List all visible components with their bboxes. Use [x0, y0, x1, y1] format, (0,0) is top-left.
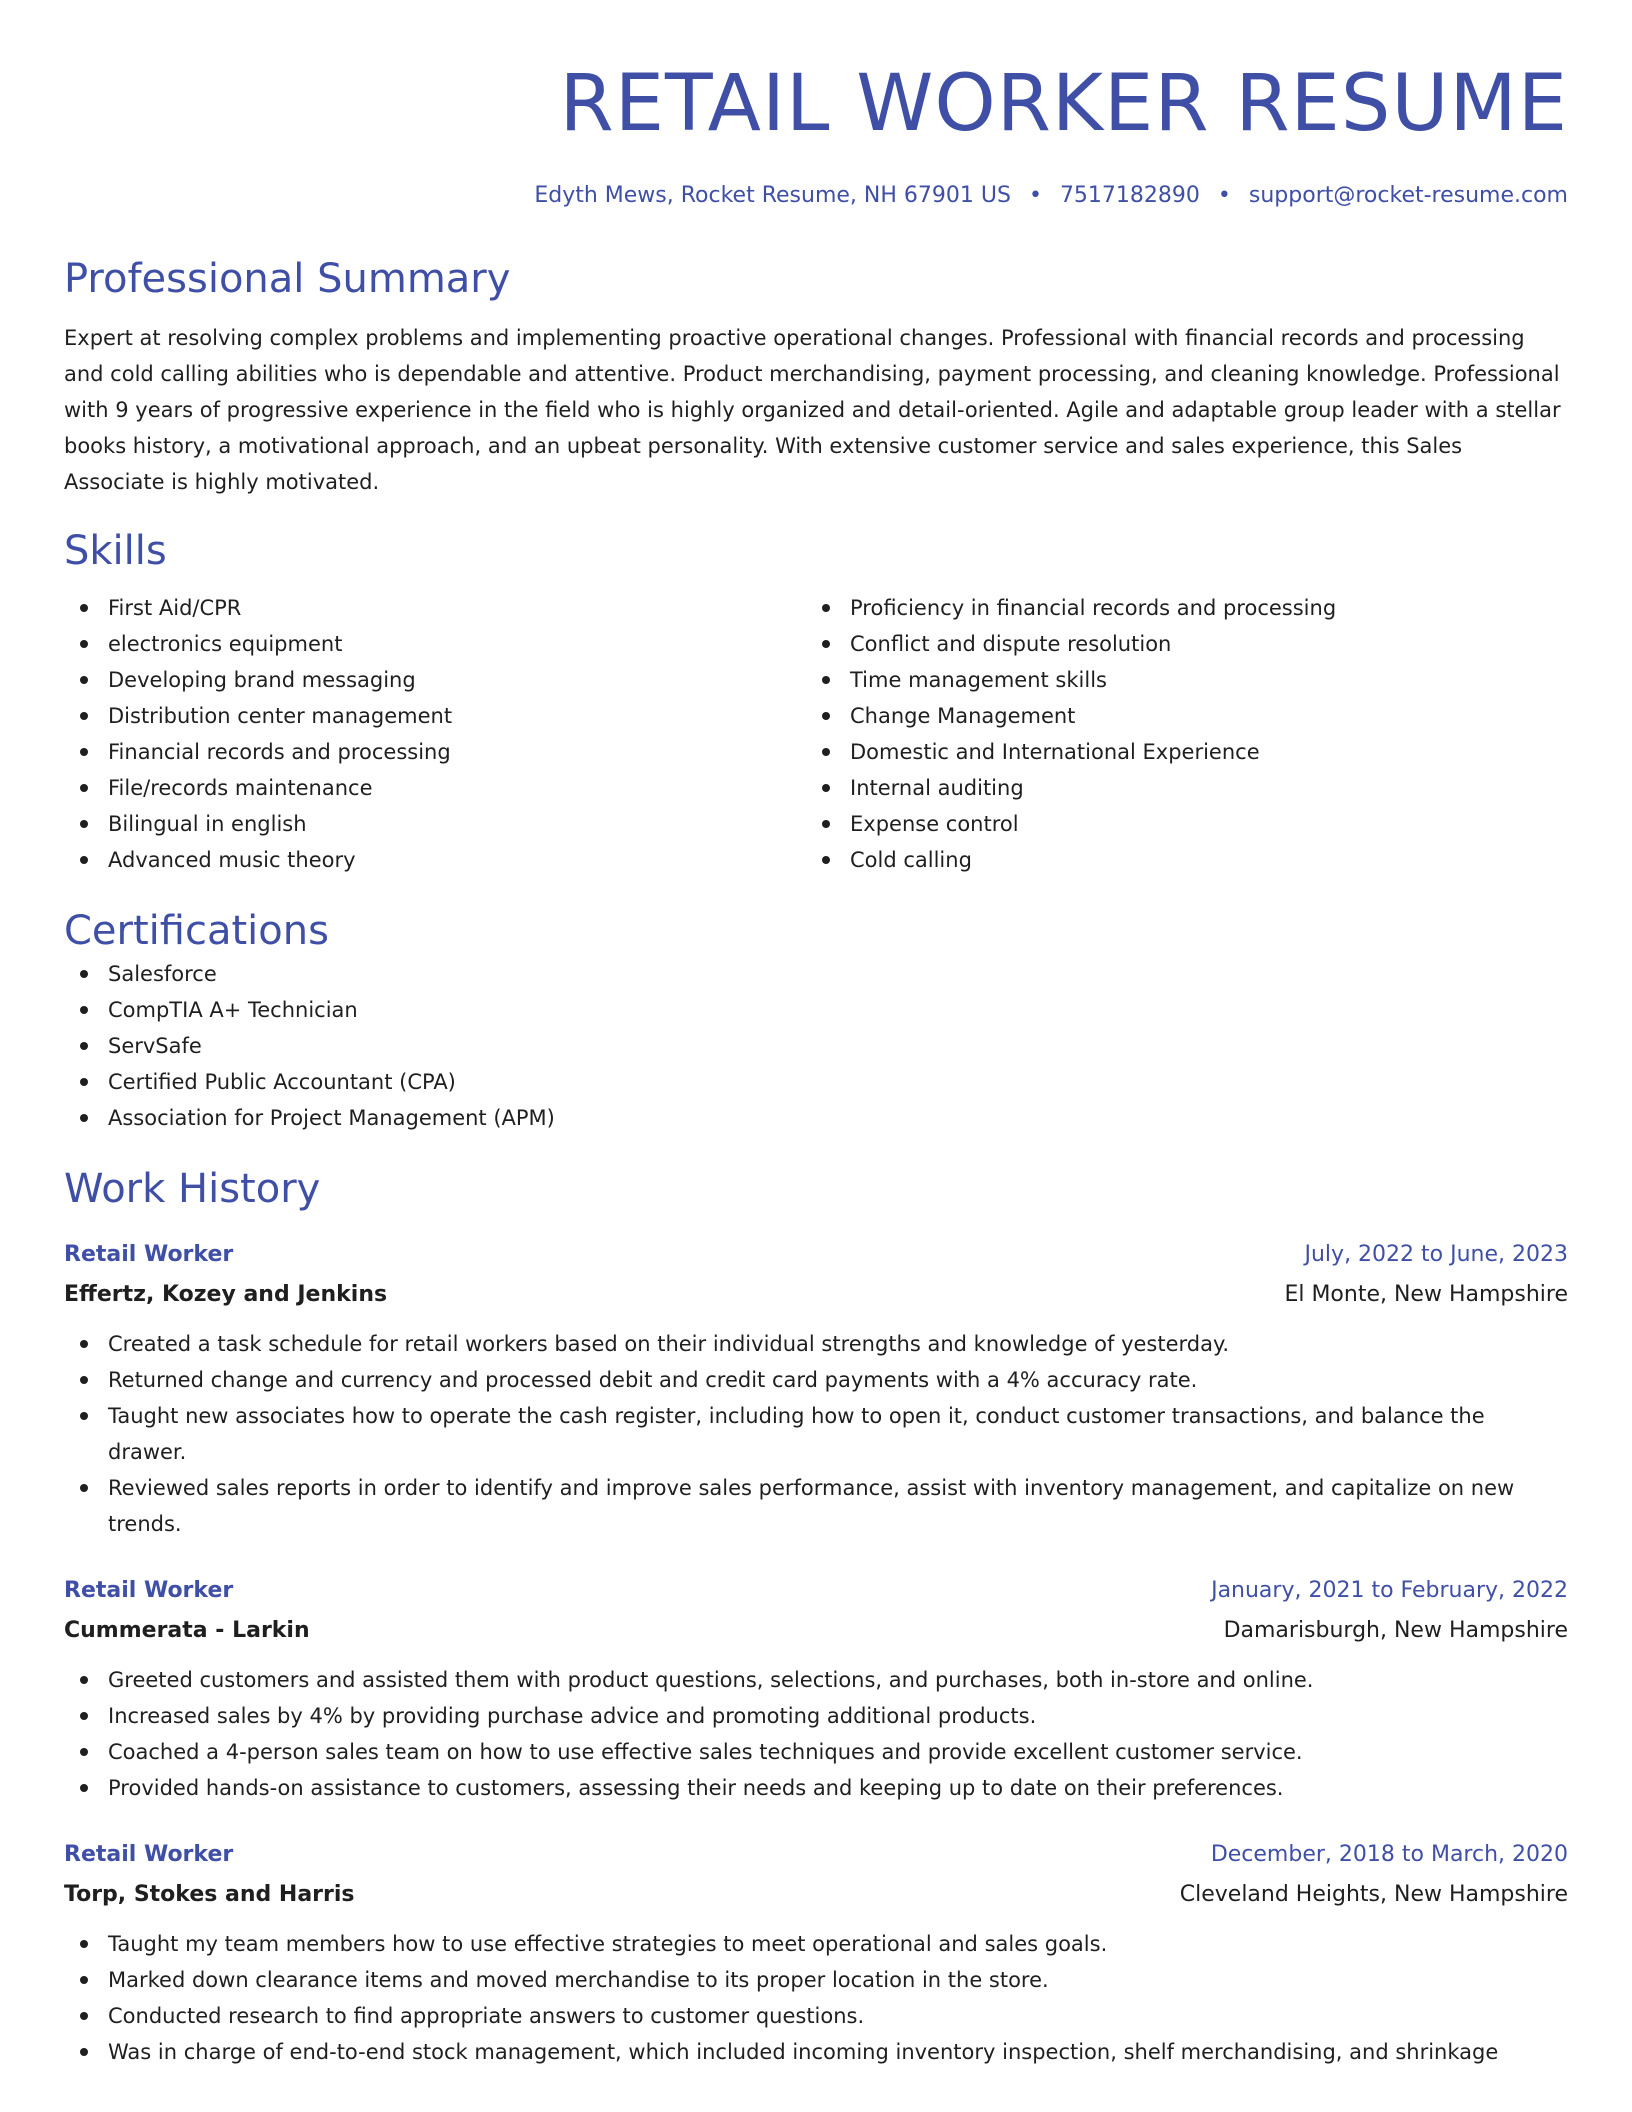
contact-line	[64, 180, 1568, 212]
contact-email: support@rocket-resume.com	[1248, 183, 1568, 208]
skill-item: Distribution center management	[64, 698, 806, 734]
job-company: Effertz, Kozey and Jenkins	[64, 1282, 388, 1307]
job-duties	[64, 1926, 1568, 2070]
skill-item: First Aid/CPR	[64, 590, 806, 626]
skill-item: Time management skills	[806, 662, 1548, 698]
job-employer-row	[64, 1874, 1568, 1916]
job-duty: Marked down clearance items and moved merchandise to its proper location in the store.	[64, 1962, 1568, 1998]
job-duty: Reviewed sales reports in order to identify and improve sales performance, assist with inventory management, and capitalize on new trends.	[64, 1470, 1568, 1542]
skill-item: Domestic and International Experience	[806, 734, 1548, 770]
certifications-heading: Certifications	[64, 908, 329, 954]
job-duty: Was in charge of end-to-end stock management, which included incoming inventory inspection, shelf merchandising, and shrinkage	[64, 2034, 1568, 2070]
summary-text: Expert at resolving complex problems and implementing proactive operational changes. Professional with financial records and processing and cold calling abilities who is dependable and attentive. Product merchandising, payment processing, and cleaning knowledge. Professional with 9 years of progressive experience in the field who is highly organized and detail-oriented. Agile and adaptable group leader with a stellar books history, a motivational approach, and an upbeat personality. With extensive customer service and sales experience, this Sales Associate is highly motivated.	[64, 326, 1561, 494]
skill-item: Conflict and dispute resolution	[806, 626, 1548, 662]
skills-column-left	[64, 590, 806, 878]
certification-item: Association for Project Management (APM)	[64, 1100, 1568, 1136]
skill-item: Financial records and processing	[64, 734, 806, 770]
job-duties	[64, 1326, 1568, 1542]
job-header-row	[64, 1572, 1568, 1610]
contact-separator: •	[1028, 183, 1042, 208]
certification-item: CompTIA A+ Technician	[64, 992, 1568, 1028]
job-duty: Returned change and currency and processed debit and credit card payments with a 4% accuracy rate.	[64, 1362, 1568, 1398]
job-dates: December, 2018 to March, 2020	[1210, 1842, 1568, 1867]
job-duties	[64, 1662, 1568, 1806]
work-history-heading: Work History	[64, 1166, 321, 1212]
skill-item: Change Management	[806, 698, 1548, 734]
resume-title: RETAIL WORKER RESUME	[559, 59, 1568, 149]
skill-item: Bilingual in english	[64, 806, 806, 842]
job-role: Retail Worker	[64, 1578, 234, 1603]
job-location: Damarisburgh, New Hampshire	[1223, 1618, 1568, 1643]
skill-item: File/records maintenance	[64, 770, 806, 806]
contact-phone: 7517182890	[1059, 183, 1200, 208]
job-dates: July, 2022 to June, 2023	[1304, 1242, 1568, 1267]
skills-column-right	[806, 590, 1548, 878]
contact-address: Edyth Mews, Rocket Resume, NH 67901 US	[534, 183, 1011, 208]
certification-item: Salesforce	[64, 956, 1568, 992]
skill-item: Cold calling	[806, 842, 1548, 878]
job-company: Cummerata - Larkin	[64, 1618, 310, 1643]
job-duty: Taught new associates how to operate the cash register, including how to open it, conduct customer transactions, and balance the drawer.	[64, 1398, 1568, 1470]
job-header-row	[64, 1836, 1568, 1874]
job-duty: Greeted customers and assisted them with product questions, selections, and purchases, both in-store and online.	[64, 1662, 1568, 1698]
skill-item: Expense control	[806, 806, 1548, 842]
contact-separator: •	[1217, 183, 1231, 208]
job-duty: Provided hands-on assistance to customers, assessing their needs and keeping up to date on their preferences.	[64, 1770, 1568, 1806]
skill-item: Developing brand messaging	[64, 662, 806, 698]
summary-heading: Professional Summary	[64, 256, 511, 302]
job-employer-row	[64, 1610, 1568, 1652]
job-entry	[64, 1572, 1568, 1806]
job-header-row	[64, 1236, 1568, 1274]
job-duty: Created a task schedule for retail workers based on their individual strengths and knowledge of yesterday.	[64, 1326, 1568, 1362]
job-company: Torp, Stokes and Harris	[64, 1882, 355, 1907]
job-location: El Monte, New Hampshire	[1284, 1282, 1568, 1307]
skill-item: Proficiency in financial records and processing	[806, 590, 1548, 626]
job-dates: January, 2021 to February, 2022	[1211, 1578, 1568, 1603]
certifications-list	[64, 956, 1568, 1136]
certification-item: Certified Public Accountant (CPA)	[64, 1064, 1568, 1100]
skill-item: Advanced music theory	[64, 842, 806, 878]
certification-item: ServSafe	[64, 1028, 1568, 1064]
skill-item: Internal auditing	[806, 770, 1548, 806]
job-role: Retail Worker	[64, 1842, 234, 1867]
resume-page	[64, 0, 1568, 2070]
skills-list	[64, 590, 1568, 878]
job-duty: Taught my team members how to use effective strategies to meet operational and sales goals.	[64, 1926, 1568, 1962]
job-employer-row	[64, 1274, 1568, 1316]
job-entry	[64, 1236, 1568, 1542]
skill-item: electronics equipment	[64, 626, 806, 662]
skills-heading: Skills	[64, 528, 167, 574]
job-location: Cleveland Heights, New Hampshire	[1179, 1882, 1568, 1907]
job-duty: Coached a 4-person sales team on how to use effective sales techniques and provide excellent customer service.	[64, 1734, 1568, 1770]
job-duty: Conducted research to find appropriate answers to customer questions.	[64, 1998, 1568, 2034]
job-entry	[64, 1836, 1568, 2070]
job-duty: Increased sales by 4% by providing purchase advice and promoting additional products.	[64, 1698, 1568, 1734]
job-role: Retail Worker	[64, 1242, 234, 1267]
